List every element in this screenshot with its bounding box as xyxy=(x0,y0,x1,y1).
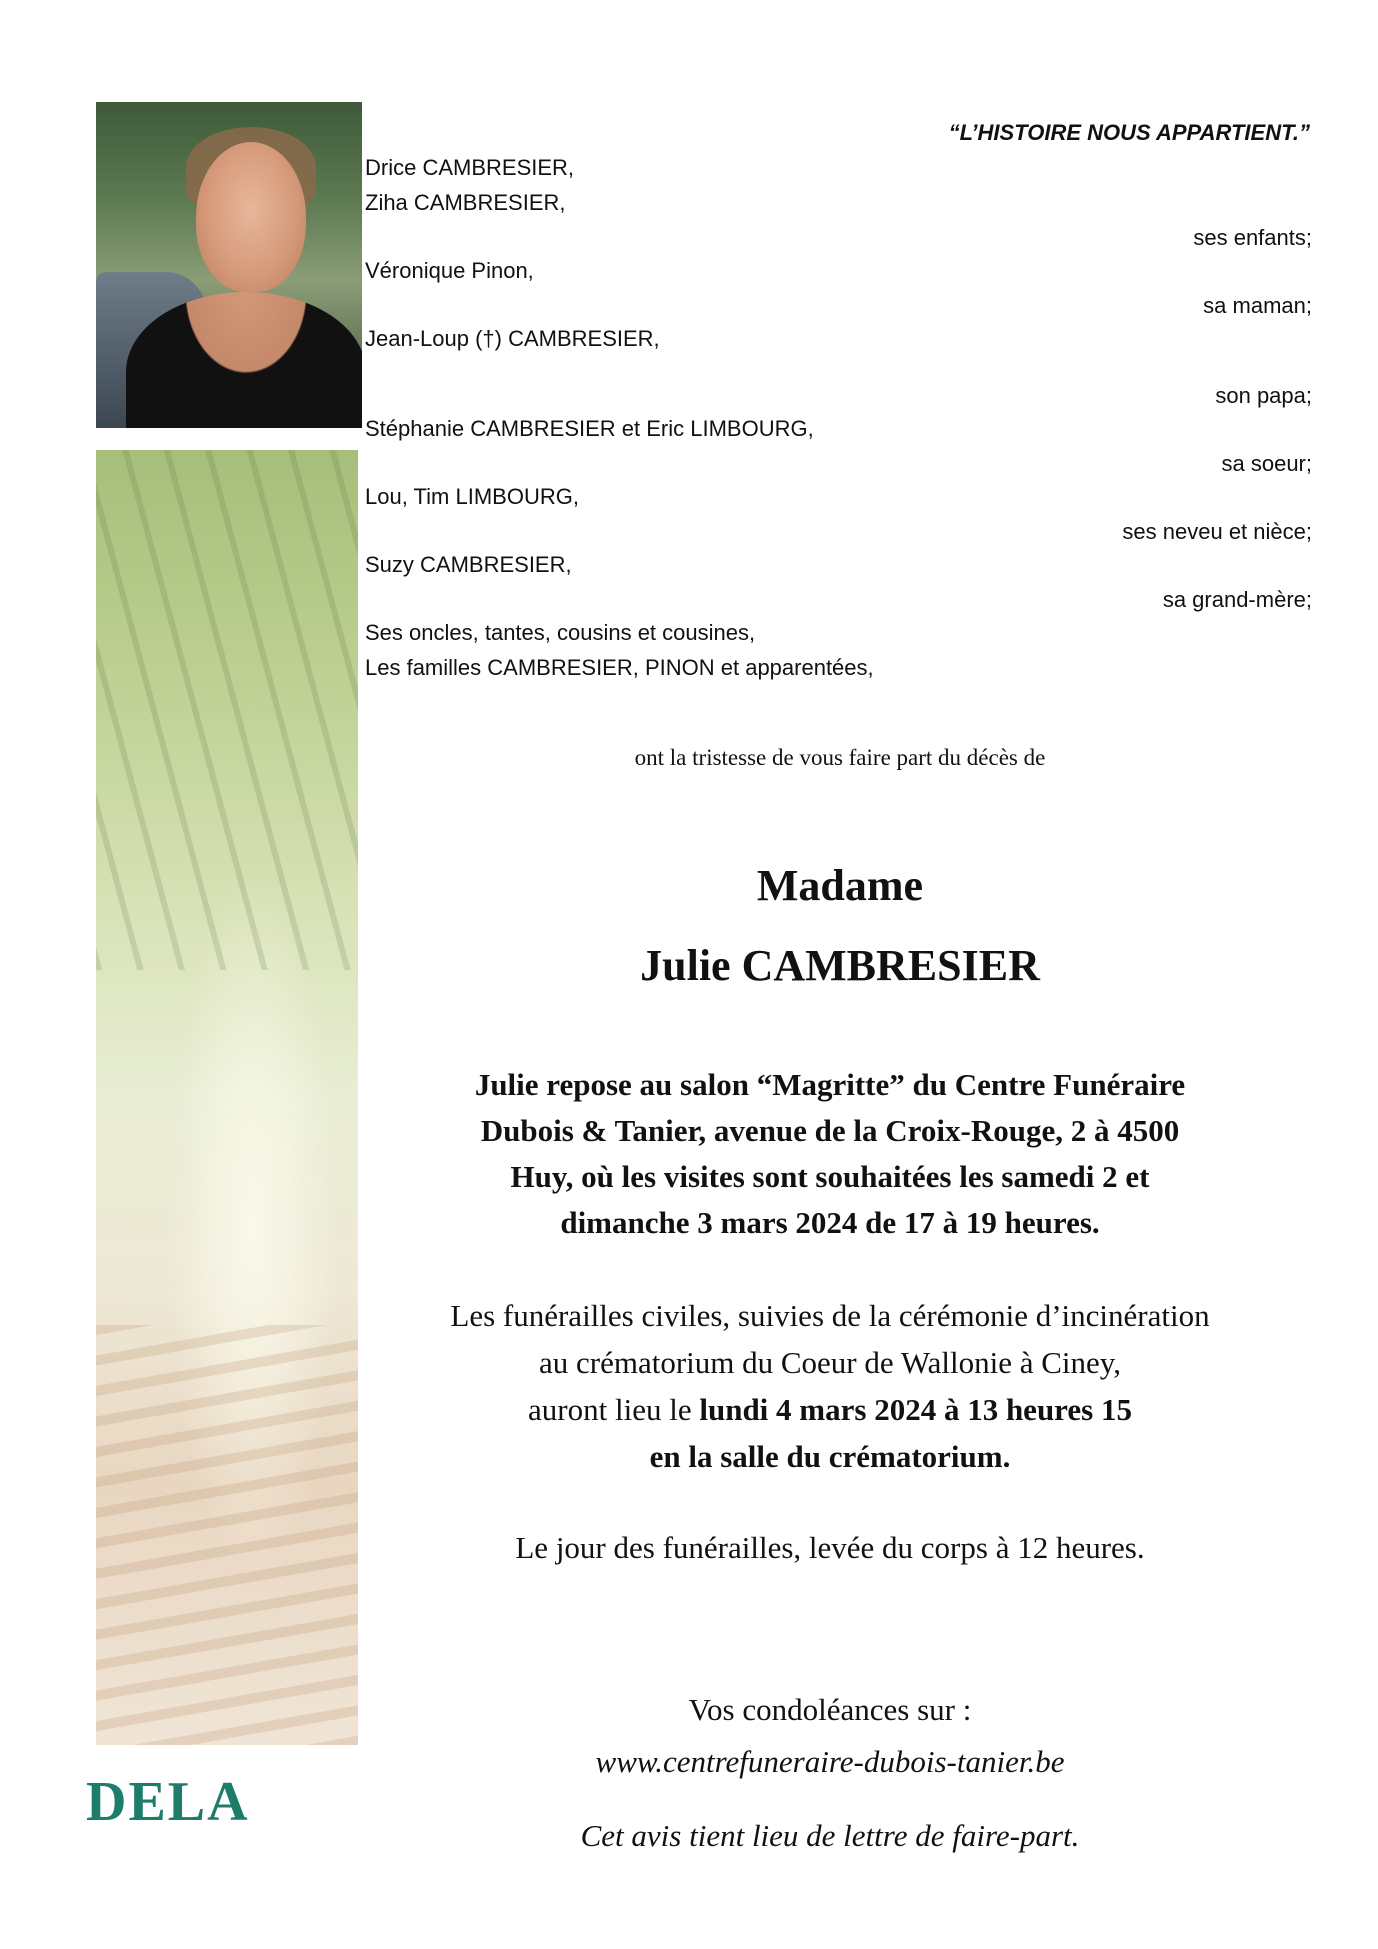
family-name-5: Stéphanie CAMBRESIER et Eric LIMBOURG, xyxy=(365,416,814,441)
funeral-line-4: en la salle du crématorium. xyxy=(649,1439,1011,1474)
forest-path xyxy=(96,1325,358,1745)
family-name-3: Véronique Pinon, xyxy=(365,258,534,283)
visit-info xyxy=(370,1062,1290,1246)
family-name-1: Drice CAMBRESIER, xyxy=(365,155,575,180)
relation-6: sa grand-mère; xyxy=(1162,587,1312,612)
funeral-line-3-prefix: auront lieu le xyxy=(528,1392,700,1427)
visit-line-4: dimanche 3 mars 2024 de 17 à 19 heures. xyxy=(560,1205,1100,1240)
funeral-line-2: au crématorium du Coeur de Wallonie à Ciney, xyxy=(538,1345,1122,1380)
announcement: ont la tristesse de vous faire part du décès de xyxy=(634,745,1046,770)
funeral-line-3 xyxy=(370,1386,1290,1433)
portrait-face xyxy=(196,142,306,292)
relation-1: ses enfants; xyxy=(1193,225,1312,250)
quote: “L’HISTOIRE NOUS APPARTIENT.” xyxy=(948,120,1310,145)
relation-5: ses neveu et nièce; xyxy=(1122,519,1312,544)
forest-path-image xyxy=(96,450,358,1745)
family-name-2: Ziha CAMBRESIER, xyxy=(365,190,566,215)
visit-line-3: Huy, où les visites sont souhaitées les samedi 2 et xyxy=(510,1159,1150,1194)
funeral-info xyxy=(370,1292,1290,1480)
deceased-title: Madame xyxy=(756,861,924,910)
family-name-6: Lou, Tim LIMBOURG, xyxy=(365,484,579,509)
portrait-photo xyxy=(96,102,362,428)
family-name-9: Les familles CAMBRESIER, PINON et apparentées, xyxy=(365,655,874,680)
family-name-8: Ses oncles, tantes, cousins et cousines, xyxy=(365,620,756,645)
visit-line-1: Julie repose au salon “Magritte” du Centre Funéraire xyxy=(474,1067,1186,1102)
deceased-name: Julie CAMBRESIER xyxy=(640,941,1040,990)
visit-line-2: Dubois & Tanier, avenue de la Croix-Rouge, 2 à 4500 xyxy=(480,1113,1180,1148)
family-name-4: Jean-Loup (†) CAMBRESIER, xyxy=(365,326,660,351)
dela-logo-text: DELA xyxy=(86,1771,250,1833)
funeral-line-1: Les funérailles civiles, suivies de la cérémonie d’incinération xyxy=(450,1298,1210,1333)
condolences-url[interactable]: www.centrefuneraire-dubois-tanier.be xyxy=(595,1744,1065,1779)
condolences-label: Vos condoléances sur : xyxy=(688,1692,972,1727)
funeral-date-time: lundi 4 mars 2024 à 13 heures 15 xyxy=(699,1392,1132,1427)
dela-logo xyxy=(86,1772,316,1832)
relation-4: sa soeur; xyxy=(1221,451,1312,476)
relation-2: sa maman; xyxy=(1203,293,1312,318)
relation-3: son papa; xyxy=(1215,383,1312,408)
forest-trees xyxy=(96,450,358,970)
footer-note: Cet avis tient lieu de lettre de faire-part. xyxy=(580,1818,1080,1853)
levee-du-corps: Le jour des funérailles, levée du corps à 12 heures. xyxy=(515,1530,1145,1565)
family-name-7: Suzy CAMBRESIER, xyxy=(365,552,572,577)
